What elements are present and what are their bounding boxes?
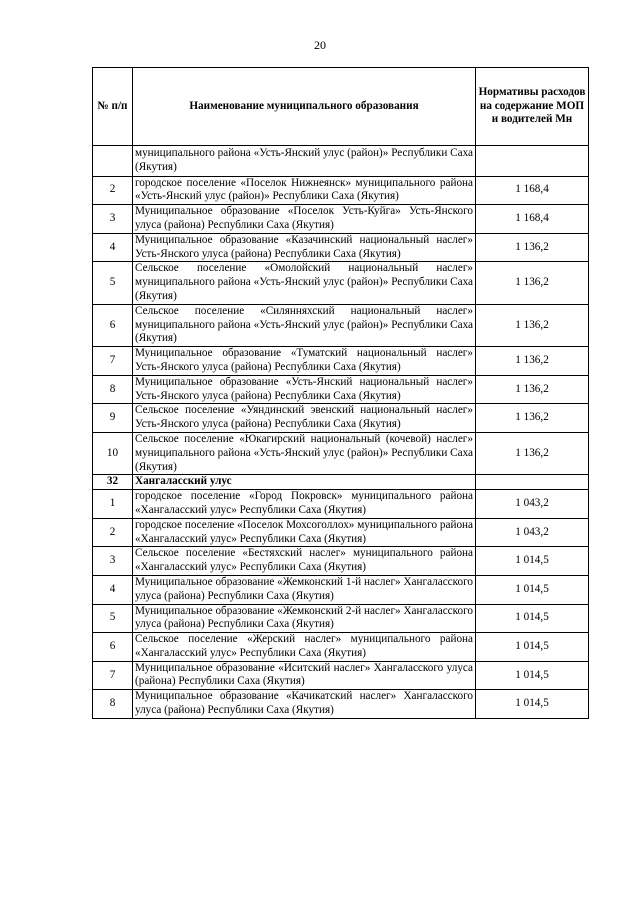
row-number: 7 <box>93 661 133 690</box>
norm-value: 1 168,4 <box>476 205 589 234</box>
municipality-name: Муниципальное образование «Казачинский национальный наслег» Усть-Янского улуса (района) Республики Саха (Якутия) <box>133 233 476 262</box>
table-row <box>93 375 589 404</box>
row-number: 5 <box>93 604 133 633</box>
row-number: 2 <box>93 176 133 205</box>
row-number: 3 <box>93 547 133 576</box>
municipality-name: Муниципальное образование «Туматский национальный наслег» Усть-Янского улуса (района) Республики Саха (Якутия) <box>133 347 476 376</box>
group-name: Хангаласский улус <box>133 475 476 490</box>
norm-value <box>476 475 589 490</box>
table-row <box>93 304 589 346</box>
table-header-row <box>93 68 589 146</box>
norm-value: 1 043,2 <box>476 490 589 519</box>
table-group-row <box>93 475 589 490</box>
norm-value: 1 136,2 <box>476 262 589 304</box>
table-row <box>93 518 589 547</box>
table-row <box>93 404 589 433</box>
norm-value: 1 136,2 <box>476 375 589 404</box>
municipality-name: городское поселение «Поселок Нижнеянск» муниципального района «Усть-Янский улус (район)» Республики Саха (Якутия) <box>133 176 476 205</box>
row-number: 9 <box>93 404 133 433</box>
table-row <box>93 690 589 719</box>
table-row <box>93 262 589 304</box>
municipality-name: Муниципальное образование «Качикатский наслег» Хангаласского улуса (района) Республики Саха (Якутия) <box>133 690 476 719</box>
row-number <box>93 146 133 177</box>
page-number: 20 <box>314 38 326 52</box>
row-number: 10 <box>93 432 133 474</box>
table-row <box>93 490 589 519</box>
table-row <box>93 233 589 262</box>
norm-value: 1 014,5 <box>476 633 589 662</box>
header-name: Наименование муниципального образования <box>133 68 476 146</box>
municipality-name: Сельское поселение «Юкагирский национальный (кочевой) наслег» муниципального района «Усть-Янский улус (район)» Республики Саха (Якутия) <box>133 432 476 474</box>
norm-value: 1 014,5 <box>476 690 589 719</box>
row-number: 32 <box>93 475 133 490</box>
table-row <box>93 347 589 376</box>
table-row <box>93 547 589 576</box>
header-number: № п/п <box>93 68 133 146</box>
row-number: 3 <box>93 205 133 234</box>
row-number: 4 <box>93 233 133 262</box>
municipality-name: Муниципальное образование «Поселок Усть-Куйга» Усть-Янского улуса (района) Республики Саха (Якутия) <box>133 205 476 234</box>
norm-value: 1 168,4 <box>476 176 589 205</box>
municipality-name: Сельское поселение «Жерский наслег» муниципального района «Хангаласский улус» Республики Саха (Якутия) <box>133 633 476 662</box>
table-row <box>93 176 589 205</box>
row-number: 5 <box>93 262 133 304</box>
row-number: 6 <box>93 304 133 346</box>
municipality-name: Муниципальное образование «Усть-Янский национальный наслег» Усть-Янского улуса (района) Республики Саха (Якутия) <box>133 375 476 404</box>
row-number: 2 <box>93 518 133 547</box>
header-norms: Нормативы расходов на содержание МОП и водителей Мн <box>476 68 589 146</box>
municipality-name: муниципального района «Усть-Янский улус (район)» Республики Саха (Якутия) <box>133 146 476 177</box>
norm-value: 1 014,5 <box>476 575 589 604</box>
municipality-name: Муниципальное образование «Жемконский 2-й наслег» Хангаласского улуса (района) Республики Саха (Якутия) <box>133 604 476 633</box>
norm-value: 1 136,2 <box>476 347 589 376</box>
row-number: 8 <box>93 375 133 404</box>
municipality-name: городское поселение «Город Покровск» муниципального района «Хангаласский улус» Республики Саха (Якутия) <box>133 490 476 519</box>
row-number: 4 <box>93 575 133 604</box>
municipality-name: Муниципальное образование «Жемконский 1-й наслег» Хангаласского улуса (района) Республики Саха (Якутия) <box>133 575 476 604</box>
row-number: 8 <box>93 690 133 719</box>
norm-value: 1 014,5 <box>476 547 589 576</box>
table-row <box>93 146 589 177</box>
norm-value: 1 136,2 <box>476 432 589 474</box>
row-number: 6 <box>93 633 133 662</box>
table-row <box>93 604 589 633</box>
municipality-name: Сельское поселение «Силянняхский национальный наслег» муниципального района «Усть-Янский улус (район)» Республики Саха (Якутия) <box>133 304 476 346</box>
row-number: 1 <box>93 490 133 519</box>
table-row <box>93 575 589 604</box>
municipality-name: Муниципальное образование «Иситский наслег» Хангаласского улуса (района) Республики Саха (Якутия) <box>133 661 476 690</box>
municipality-name: городское поселение «Поселок Мохсоголлох» муниципального района «Хангаласский улус» Республики Саха (Якутия) <box>133 518 476 547</box>
municipality-name: Сельское поселение «Бестяхский наслег» муниципального района «Хангаласский улус» Республики Саха (Якутия) <box>133 547 476 576</box>
municipality-name: Сельское поселение «Омолойский национальный наслег» муниципального района «Усть-Янский улус (район)» Республики Саха (Якутия) <box>133 262 476 304</box>
table-row <box>93 205 589 234</box>
norm-value: 1 136,2 <box>476 304 589 346</box>
norm-value <box>476 146 589 177</box>
table-row <box>93 661 589 690</box>
norm-value: 1 136,2 <box>476 233 589 262</box>
norm-value: 1 014,5 <box>476 604 589 633</box>
table-body <box>93 146 589 719</box>
row-number: 7 <box>93 347 133 376</box>
norm-value: 1 136,2 <box>476 404 589 433</box>
table-row <box>93 633 589 662</box>
municipality-name: Сельское поселение «Уяндинский эвенский национальный наслег» Усть-Янского улуса (района) Республики Саха (Якутия) <box>133 404 476 433</box>
norm-value: 1 014,5 <box>476 661 589 690</box>
norm-value: 1 043,2 <box>476 518 589 547</box>
table-row <box>93 432 589 474</box>
norms-table <box>92 67 589 719</box>
